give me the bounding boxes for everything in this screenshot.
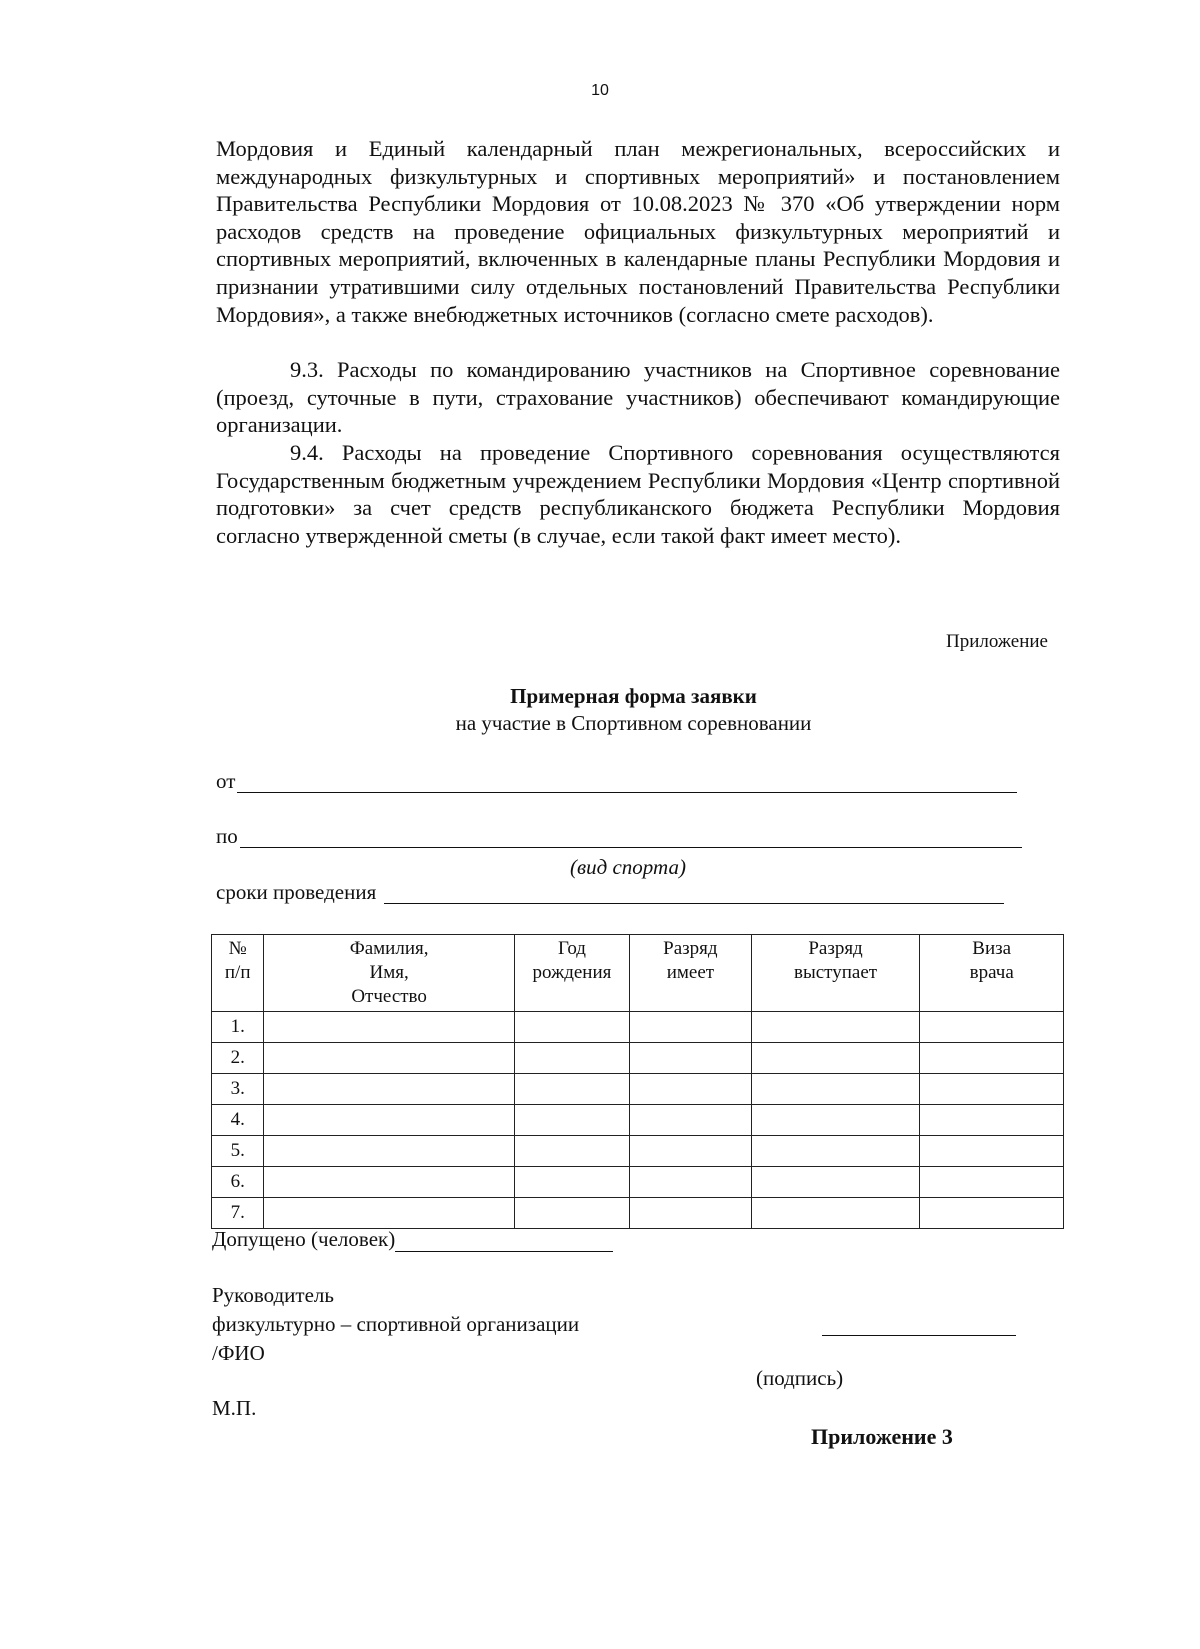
cell-birth-year[interactable] xyxy=(514,1105,629,1136)
cell-rank-competes[interactable] xyxy=(751,1105,920,1136)
cell-birth-year[interactable] xyxy=(514,1074,629,1105)
cell-full-name[interactable] xyxy=(264,1043,514,1074)
header-birth-year xyxy=(514,935,629,1012)
cell-rank-has[interactable] xyxy=(630,1105,752,1136)
header-rank-competes xyxy=(751,935,920,1012)
table-row xyxy=(212,1043,1064,1074)
header-line: Разряд xyxy=(663,938,718,959)
sport-caption: (вид спорта) xyxy=(570,855,686,879)
from-label: от xyxy=(216,769,236,793)
cell-birth-year[interactable] xyxy=(514,1043,629,1074)
cell-doctor-visa[interactable] xyxy=(920,1105,1064,1136)
head-line-2: физкультурно – спортивной организации xyxy=(212,1312,580,1336)
cell-doctor-visa[interactable] xyxy=(920,1043,1064,1074)
cell-birth-year[interactable] xyxy=(514,1136,629,1167)
signature-line[interactable] xyxy=(822,1335,1016,1336)
cell-birth-year[interactable] xyxy=(514,1012,629,1043)
paragraph-continuation xyxy=(216,135,1060,328)
head-line-1: Руководитель xyxy=(212,1283,334,1307)
cell-rank-competes[interactable] xyxy=(751,1167,920,1198)
header-line: имеет xyxy=(666,962,715,983)
cell-full-name[interactable] xyxy=(264,1074,514,1105)
table-row xyxy=(212,1074,1064,1105)
header-line: Имя, xyxy=(369,962,409,983)
row-number: 4. xyxy=(212,1105,264,1136)
head-line-3: /ФИО xyxy=(212,1341,265,1365)
cell-doctor-visa[interactable] xyxy=(920,1136,1064,1167)
cell-full-name[interactable] xyxy=(264,1198,514,1229)
header-line: п/п xyxy=(224,962,251,983)
appendix-label: Приложение xyxy=(946,631,1048,652)
table-header-row xyxy=(212,935,1064,1012)
paragraph-9-4 xyxy=(216,439,1060,549)
header-line: выступает xyxy=(794,962,878,983)
header-line: Год xyxy=(558,938,586,959)
paragraph-text: 9.3. Расходы по командированию участников на Спортивное соревнование (проезд, суточные в пути, страхование участников) обеспечивают командирующие организации. xyxy=(216,357,1060,438)
cell-full-name[interactable] xyxy=(264,1167,514,1198)
cell-full-name[interactable] xyxy=(264,1012,514,1043)
sport-field xyxy=(216,824,1022,848)
dates-field xyxy=(216,880,1004,904)
form-title: Примерная форма заявки xyxy=(510,684,757,708)
header-doctor-visa xyxy=(920,935,1064,1012)
cell-rank-competes[interactable] xyxy=(751,1074,920,1105)
table-row xyxy=(212,1136,1064,1167)
header-line: врача xyxy=(969,962,1014,983)
cell-doctor-visa[interactable] xyxy=(920,1167,1064,1198)
cell-rank-has[interactable] xyxy=(630,1043,752,1074)
dates-input-line[interactable] xyxy=(384,885,1004,904)
admitted-field xyxy=(212,1227,613,1252)
header-line: № xyxy=(228,938,247,959)
row-number: 5. xyxy=(212,1136,264,1167)
head-signature-block xyxy=(212,1281,579,1368)
cell-doctor-visa[interactable] xyxy=(920,1074,1064,1105)
row-number: 3. xyxy=(212,1074,264,1105)
header-number xyxy=(212,935,264,1012)
signature-caption: (подпись) xyxy=(756,1366,844,1390)
sport-input-line[interactable] xyxy=(240,829,1022,848)
cell-rank-has[interactable] xyxy=(630,1136,752,1167)
form-subtitle: на участие в Спортивном соревновании xyxy=(455,711,812,735)
cell-rank-competes[interactable] xyxy=(751,1012,920,1043)
page-number: 10 xyxy=(591,82,609,99)
cell-birth-year[interactable] xyxy=(514,1198,629,1229)
paragraph-text: Мордовия и Единый календарный план межрегиональных, всероссийских и международных физкультурных и спортивных мероприятий» и постановлением Правительства Республики Мордовия от 10.08.2023 № 370 «Об утверждении норм расходов средств на проведение официальных физкультурных мероприятий и спортивных мероприятий, включенных в календарные планы Республики Мордовия и признании утратившими силу отдельных постановлений Правительства Республики Мордовия», а также внебюджетных источников (согласно смете расходов). xyxy=(216,136,1060,327)
cell-doctor-visa[interactable] xyxy=(920,1012,1064,1043)
header-rank-has xyxy=(630,935,752,1012)
paragraph-text: 9.4. Расходы на проведение Спортивного соревнования осуществляются Государственным бюджетным учреждением Республики Мордовия «Центр спортивной подготовки» за счет средств республиканского бюджета Республики Мордовия согласно утвержденной сметы (в случае, если такой факт имеет место). xyxy=(216,440,1060,548)
cell-rank-has[interactable] xyxy=(630,1074,752,1105)
dates-label: сроки проведения xyxy=(216,880,377,904)
admitted-label: Допущено (человек) xyxy=(212,1227,396,1251)
header-full-name xyxy=(264,935,514,1012)
paragraph-9-3 xyxy=(216,356,1060,439)
next-appendix-heading: Приложение 3 xyxy=(811,1424,953,1449)
header-line: Виза xyxy=(972,938,1012,959)
from-field xyxy=(216,769,1017,793)
cell-rank-has[interactable] xyxy=(630,1198,752,1229)
cell-rank-has[interactable] xyxy=(630,1012,752,1043)
row-number: 2. xyxy=(212,1043,264,1074)
row-number: 6. xyxy=(212,1167,264,1198)
cell-doctor-visa[interactable] xyxy=(920,1198,1064,1229)
table-row xyxy=(212,1105,1064,1136)
row-number: 7. xyxy=(212,1198,264,1229)
sport-label: по xyxy=(216,824,238,848)
cell-full-name[interactable] xyxy=(264,1105,514,1136)
cell-rank-competes[interactable] xyxy=(751,1043,920,1074)
header-line: рождения xyxy=(532,962,612,983)
table-row xyxy=(212,1167,1064,1198)
participants-table xyxy=(211,934,1064,1229)
cell-rank-competes[interactable] xyxy=(751,1136,920,1167)
admitted-input-line[interactable] xyxy=(395,1233,613,1252)
header-line: Отчество xyxy=(351,986,427,1007)
stamp-label: М.П. xyxy=(212,1396,257,1420)
cell-full-name[interactable] xyxy=(264,1136,514,1167)
table-row xyxy=(212,1012,1064,1043)
cell-birth-year[interactable] xyxy=(514,1167,629,1198)
header-line: Фамилия, xyxy=(349,938,429,959)
row-number: 1. xyxy=(212,1012,264,1043)
table-row xyxy=(212,1198,1064,1229)
cell-rank-competes[interactable] xyxy=(751,1198,920,1229)
from-input-line[interactable] xyxy=(237,774,1017,793)
header-line: Разряд xyxy=(808,938,863,959)
cell-rank-has[interactable] xyxy=(630,1167,752,1198)
